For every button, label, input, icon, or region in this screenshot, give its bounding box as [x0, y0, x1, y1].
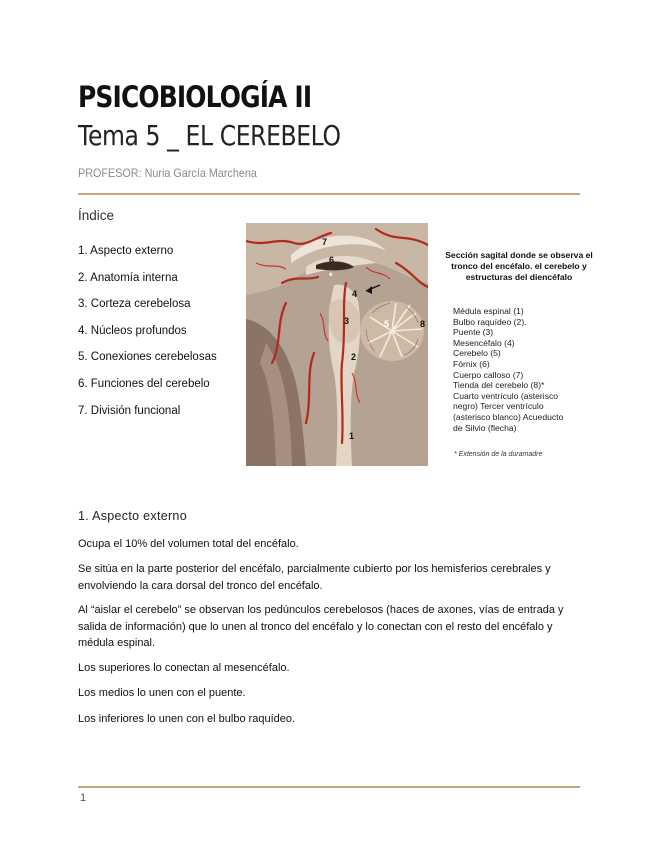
legend-item: Mesencéfalo (4) — [453, 337, 515, 348]
figure-legend — [453, 306, 563, 433]
legend-item: (asterisco blanco) Acueducto — [453, 411, 564, 422]
figure-label-5: 5 — [384, 319, 390, 329]
figure-label-6: 6 — [329, 255, 335, 265]
figure-label-2: 2 — [351, 352, 357, 362]
section-heading: 1. Aspecto externo — [78, 509, 187, 523]
figure-caption: Sección sagital donde se observa el tronco del encéfalo. el cerebelo y estructuras del diencéfalo — [445, 250, 593, 282]
figure-label-8: 8 — [420, 319, 426, 329]
paragraph: Ocupa el 10% del volumen total del encéfalo. — [78, 538, 299, 550]
legend-item: Puente (3) — [453, 327, 494, 338]
index-item: 7. División funcional — [78, 404, 181, 417]
professor-line: PROFESOR: Nuria García Marchena — [78, 166, 257, 180]
legend-item: Bulbo raquídeo (2). — [453, 316, 527, 327]
document-subtitle: Tema 5 _ EL CEREBELO — [78, 119, 341, 152]
legend-item: de Silvio (flecha) — [453, 422, 517, 433]
legend-item: Cuerpo calloso (7) — [453, 369, 524, 380]
legend-item: Cuarto ventrículo (asterisco — [453, 390, 559, 401]
index-item: 1. Aspecto externo — [78, 245, 174, 257]
header-divider — [78, 193, 580, 195]
legend-item: Cerebelo (5) — [453, 348, 501, 359]
legend-item: Fórnix (6) — [453, 358, 490, 369]
figure-label-1: 1 — [349, 431, 355, 441]
legend-item: Tienda del cerebelo (8)* — [453, 380, 545, 391]
index-item: 5. Conexiones cerebelosas — [78, 351, 217, 364]
page-number: 1 — [80, 792, 87, 804]
footer-divider — [78, 786, 580, 788]
paragraph: Se sitúa en la parte posterior del encéfalo, parcialmente cubierto por los hemisferios cerebrales y envolviendo la cara dorsal del tronco del encéfalo. — [78, 563, 551, 592]
index-list — [78, 244, 217, 430]
paragraph: Los superiores lo conectan al mesencéfalo. — [78, 662, 290, 674]
index-item: 3. Corteza cerebelosa — [78, 298, 191, 311]
index-heading: Índice — [78, 208, 115, 223]
paragraph: Los medios lo unen con el puente. — [78, 687, 246, 699]
index-item: 6. Funciones del cerebelo — [78, 377, 210, 390]
legend-item: Médula espinal (1) — [453, 306, 524, 316]
legend-footnote: * Extensión de la duramadre — [454, 451, 543, 458]
index-item: 4. Núcleos profundos — [78, 324, 187, 337]
paragraph: Los inferiores lo unen con el bulbo raquídeo. — [78, 713, 296, 725]
legend-item: negro) Tercer ventrículo — [453, 401, 544, 412]
document-title: PSICOBIOLOGÍA II — [78, 80, 312, 114]
brain-sagittal-section-image — [246, 223, 428, 466]
figure-label-asterisk: * — [329, 271, 333, 281]
figure-label-7: 7 — [322, 237, 328, 247]
figure-label-3: 3 — [344, 316, 350, 326]
index-item: 2. Anatomía interna — [78, 271, 178, 284]
figure-label-4: 4 — [352, 289, 358, 299]
paragraph: Al “aislar el cerebelo” se observan los pedúnculos cerebelosos (haces de axones, vías de entrada y salida de información) que lo unen al tronco del encéfalo y lo conectan con el resto del encéfalo y médula espinal. — [78, 604, 564, 649]
